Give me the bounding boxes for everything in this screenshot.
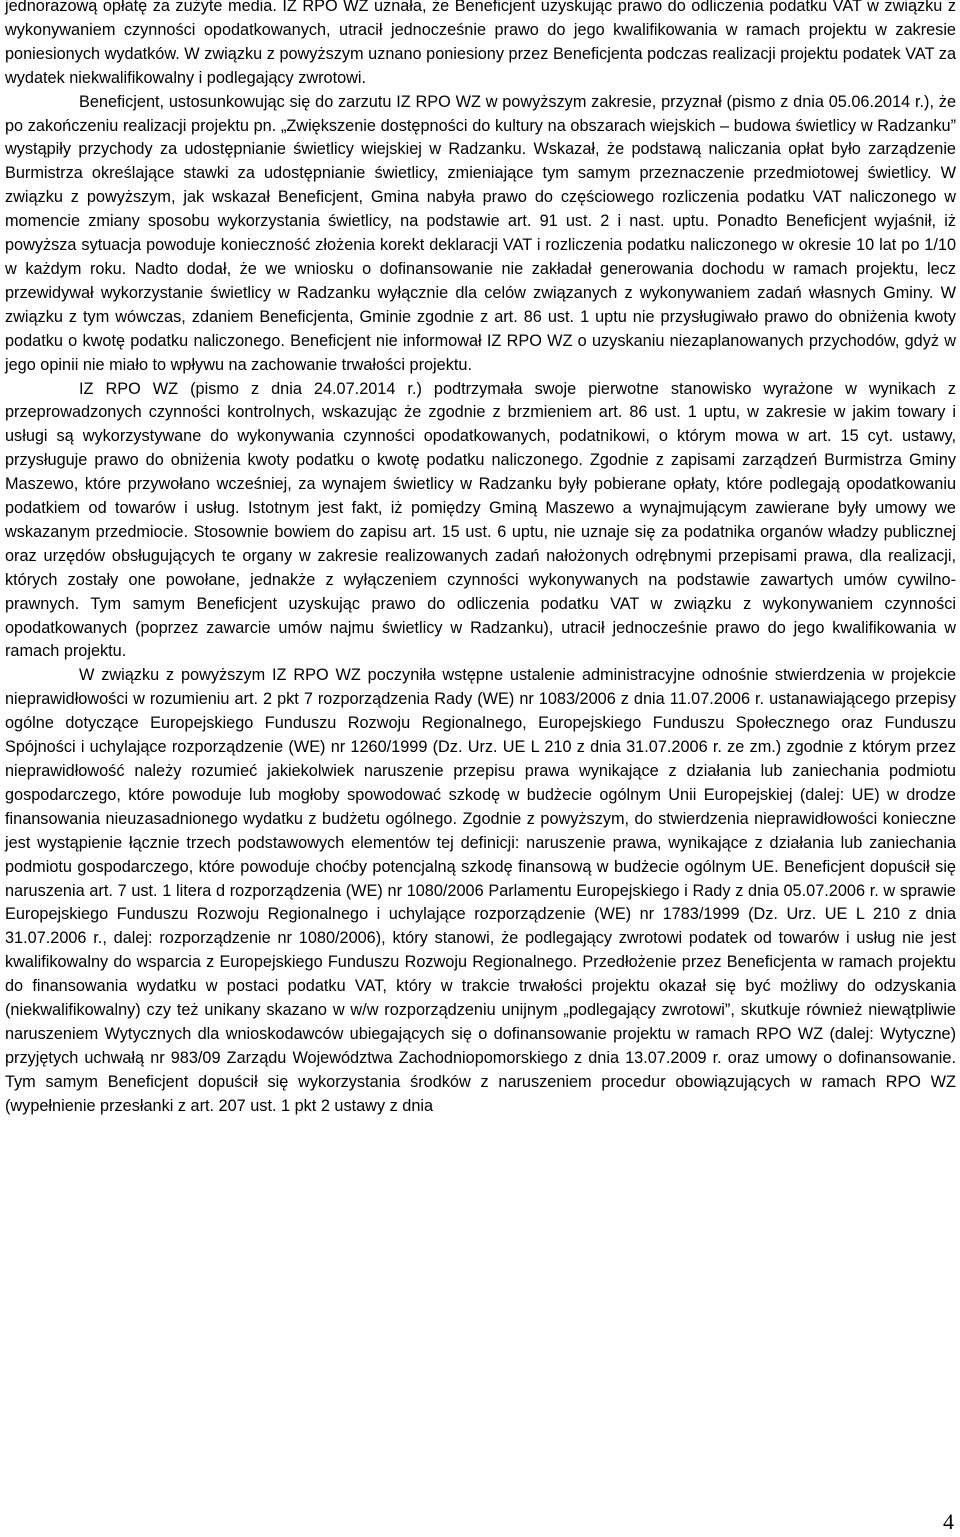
paragraph: IZ RPO WZ (pismo z dnia 24.07.2014 r.) podtrzymała swoje pierwotne stanowisko wyrażone w wynikach z przeprowadzonych czynności kontrolnych, wskazując że zgodnie z brzmieniem art. 86 ust. 1 uptu, w zakresie w jakim towary i usługi są wykorzystywane do wykonywania czynności opodatkowanych, podatnikowi, o którym mowa w art. 15 cyt. ustawy, przysługuje prawo do obniżenia kwoty podatku o kwotę podatku naliczonego. Zgodnie z zapisami zarządzeń Burmistrza Gminy Maszewo, które przywołano wcześniej, za wynajem świetlicy w Radzanku były pobierane opłaty, które podlegają opodatkowaniu podatkiem od towarów i usług. Istotnym jest fakt, iż pomiędzy Gminą Maszewo a wynajmującym zawierane były umowy we wskazanym przedmiocie. Stosownie bowiem do zapisu art. 15 ust. 6 uptu, nie uznaje się za podatnika organów władzy publicznej oraz urzędów obsługujących te organy w zakresie realizowanych zadań nałożonych odrębnymi przepisami prawa, dla realizacji, których zostały one powołane, jednakże z wyłączeniem czynności wykonywanych na podstawie zawartych umów cywilno-prawnych. Tym samym Beneficjent uzyskując prawo do odliczenia podatku VAT w związku z wykonywaniem czynności opodatkowanych (poprzez zawarcie umów najmu świetlicy w Radzanku), utracił jednocześnie prawo do jego kwalifikowania w ramach projektu. xyxy=(5,379,956,661)
paragraph: Beneficjent, ustosunkowując się do zarzutu IZ RPO WZ w powyższym zakresie, przyznał (pismo z dnia 05.06.2014 r.), że po zakończeniu realizacji projektu pn. „Zwiększenie dostępności do kultury na obszarach wiejskich – budowa świetlicy w Radzanku” wystąpiły przychody za udostępnianie świetlicy wiejskiej w Radzanku. Wskazał, że podstawą naliczania opłat było zarządzenie Burmistrza określające stawki za udostępnianie świetlicy, zmieniające tym samym przeznaczenie przedmiotowej świetlicy. W związku z powyższym, jak wskazał Beneficjent, Gmina nabyła prawo do częściowego rozliczenia podatku VAT naliczonego w momencie zmiany sposobu wykorzystania świetlicy, na podstawie art. 91 ust. 2 i nast. uptu. Ponadto Beneficjent wyjaśnił, iż powyższa sytuacja powoduje konieczność złożenia korekt deklaracji VAT i rozliczenia podatku naliczonego w okresie 10 lat po 1/10 w każdym roku. Nadto dodał, że we wniosku o dofinansowanie nie zakładał generowania dochodu w ramach projektu, lecz przewidywał wykorzystanie świetlicy w Radzanku wyłącznie dla celów związanych z wykonywaniem zadań własnych Gminy. W związku z tym wówczas, zdaniem Beneficjenta, Gminie zgodnie z art. 86 ust. 1 uptu nie przysługiwało prawo do obniżenia kwoty podatku o kwotę podatku naliczonego. Beneficjent nie informował IZ RPO WZ o uzyskaniu niezaplanowanych przychodów, gdyż w jego opinii nie miało to wpływu na zachowanie trwałości projektu. xyxy=(5,92,956,374)
document-body xyxy=(5,0,956,1119)
page-number: 4 xyxy=(943,1509,954,1534)
paragraph: W związku z powyższym IZ RPO WZ poczyniła wstępne ustalenie administracyjne odnośnie stwierdzenia w projekcie nieprawidłowości w rozumieniu art. 2 pkt 7 rozporządzenia Rady (WE) nr 1083/2006 z dnia 11.07.2006 r. ustanawiającego przepisy ogólne dotyczące Europejskiego Funduszu Rozwoju Regionalnego, Europejskiego Funduszu Społecznego oraz Funduszu Spójności i uchylające rozporządzenie (WE) nr 1260/1999 (Dz. Urz. UE L 210 z dnia 31.07.2006 r. ze zm.) zgodnie z którym przez nieprawidłowość należy rozumieć jakiekolwiek naruszenie przepisu prawa wynikające z działania lub zaniechania podmiotu gospodarczego, które powoduje lub mogłoby spowodować szkodę w budżecie ogólnym Unii Europejskiej (dalej: UE) w drodze finansowania nieuzasadnionego wydatku z budżetu ogólnego. Zgodnie z powyższym, do stwierdzenia nieprawidłowości konieczne jest wystąpienie łącznie trzech podstawowych elementów tej definicji: naruszenie prawa, wynikające z działania lub zaniechania podmiotu gospodarczego, które powoduje choćby potencjalną szkodę finansową w budżecie ogólnym UE. Beneficjent dopuścił się naruszenia art. 7 ust. 1 litera d rozporządzenia (WE) nr 1080/2006 Parlamentu Europejskiego i Rady z dnia 05.07.2006 r. w sprawie Europejskiego Funduszu Rozwoju Regionalnego i uchylające rozporządzenie (WE) nr 1783/1999 (Dz. Urz. UE L 210 z dnia 31.07.2006 r., dalej: rozporządzenie nr 1080/2006), który stanowi, że podlegający zwrotowi podatek od towarów i usług nie jest kwalifikowalny do wsparcia z Europejskiego Funduszu Rozwoju Regionalnego. Przedłożenie przez Beneficjenta w ramach projektu do finansowania wydatku w postaci podatku VAT, który w trakcie trwałości projektu okazał się być możliwy do odzyskania (niekwalifikowalny) czy też unikany skazano w w/w rozporządzeniu unijnym „podlegający zwrotowi”, skutkuje również niewątpliwie naruszeniem Wytycznych dla wnioskodawców ubiegających się o dofinansowanie projektu w ramach RPO WZ (dalej: Wytyczne) przyjętych uchwałą nr 983/09 Zarządu Województwa Zachodniopomorskiego z dnia 13.07.2009 r. oraz umowy o dofinansowanie. Tym samym Beneficjent dopuścił się wykorzystania środków z naruszeniem procedur obowiązujących w ramach RPO WZ (wypełnienie przesłanki z art. 207 ust. 1 pkt 2 ustawy z dnia xyxy=(5,666,956,1115)
paragraph: jednorazową opłatę za zużyte media. IZ RPO WZ uznała, że Beneficjent uzyskując prawo do odliczenia podatku VAT w związku z wykonywaniem czynności opodatkowanych, utracił jednocześnie prawo do jego kwalifikowania w ramach projektu w zakresie poniesionych wydatków. W związku z powyższym uznano poniesiony przez Beneficjenta podczas realizacji projektu podatek VAT za wydatek niekwalifikowalny i podlegający zwrotowi. xyxy=(5,0,956,87)
